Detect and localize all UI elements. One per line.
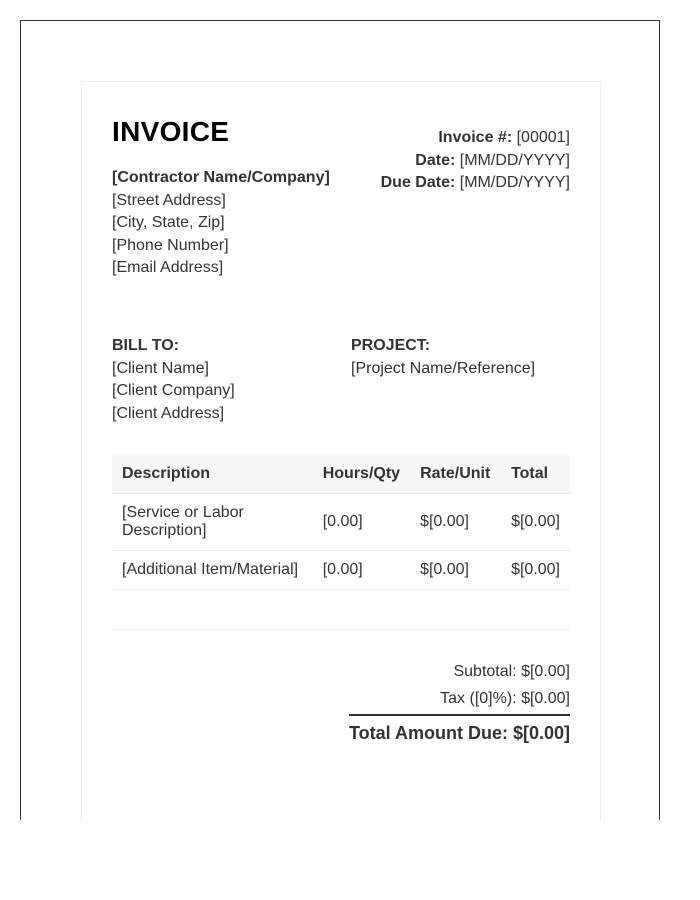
row-total: $[0.00] (501, 494, 570, 551)
row-description: [Additional Item/Material] (112, 551, 313, 590)
row-rate: $[0.00] (410, 494, 501, 551)
line-items-table (112, 455, 570, 590)
contractor-name: [Contractor Name/Company] (112, 169, 330, 186)
invoice-title: INVOICE (112, 116, 230, 147)
header-total: Total (501, 455, 570, 494)
invoice-number (381, 127, 570, 150)
bill-to-label: BILL TO: (112, 337, 179, 354)
subtotal: Subtotal: $[0.00] (453, 663, 570, 680)
table-row (112, 551, 570, 590)
table-row (112, 494, 570, 551)
invoice-date (381, 150, 570, 173)
invoice-date-value: [MM/DD/YYYY] (459, 151, 570, 169)
header-hours-qty: Hours/Qty (313, 455, 410, 494)
invoice-meta (381, 127, 570, 195)
header-description: Description (112, 455, 313, 494)
row-qty: [0.00] (313, 494, 410, 551)
client-company: [Client Company] (112, 382, 235, 399)
contractor-email: [Email Address] (112, 259, 224, 276)
contractor-city: [City, State, Zip] (112, 214, 225, 231)
tax: Tax ([0]%): $[0.00] (440, 690, 570, 707)
invoice-due-label: Due Date: (380, 174, 456, 191)
invoice-number-label: Invoice #: (438, 129, 513, 146)
totals-block (440, 658, 570, 712)
invoice-number-value: [00001] (516, 129, 570, 146)
client-address: [Client Address] (112, 404, 225, 422)
row-rate: $[0.00] (410, 551, 501, 590)
total-rule (349, 714, 570, 716)
invoice-due-value: [MM/DD/YYYY] (459, 174, 570, 191)
invoice-due-date (381, 172, 570, 195)
bill-to-block (112, 335, 235, 425)
table-header-row (112, 455, 570, 494)
project-reference: [Project Name/Reference] (351, 359, 536, 377)
invoice-date-label: Date: (415, 151, 456, 169)
total-amount-due: Total Amount Due: $[0.00] (348, 723, 570, 743)
section-divider (112, 629, 570, 630)
header-rate-unit: Rate/Unit (410, 455, 501, 494)
contractor-street: [Street Address] (112, 191, 226, 209)
row-total: $[0.00] (501, 551, 570, 590)
project-block (351, 335, 535, 380)
contractor-phone: [Phone Number] (112, 236, 229, 254)
client-name: [Client Name] (112, 359, 209, 377)
contractor-block (112, 167, 330, 280)
project-label: PROJECT: (351, 337, 431, 354)
row-description: [Service or Labor Description] (112, 494, 313, 551)
row-qty: [0.00] (313, 551, 410, 590)
